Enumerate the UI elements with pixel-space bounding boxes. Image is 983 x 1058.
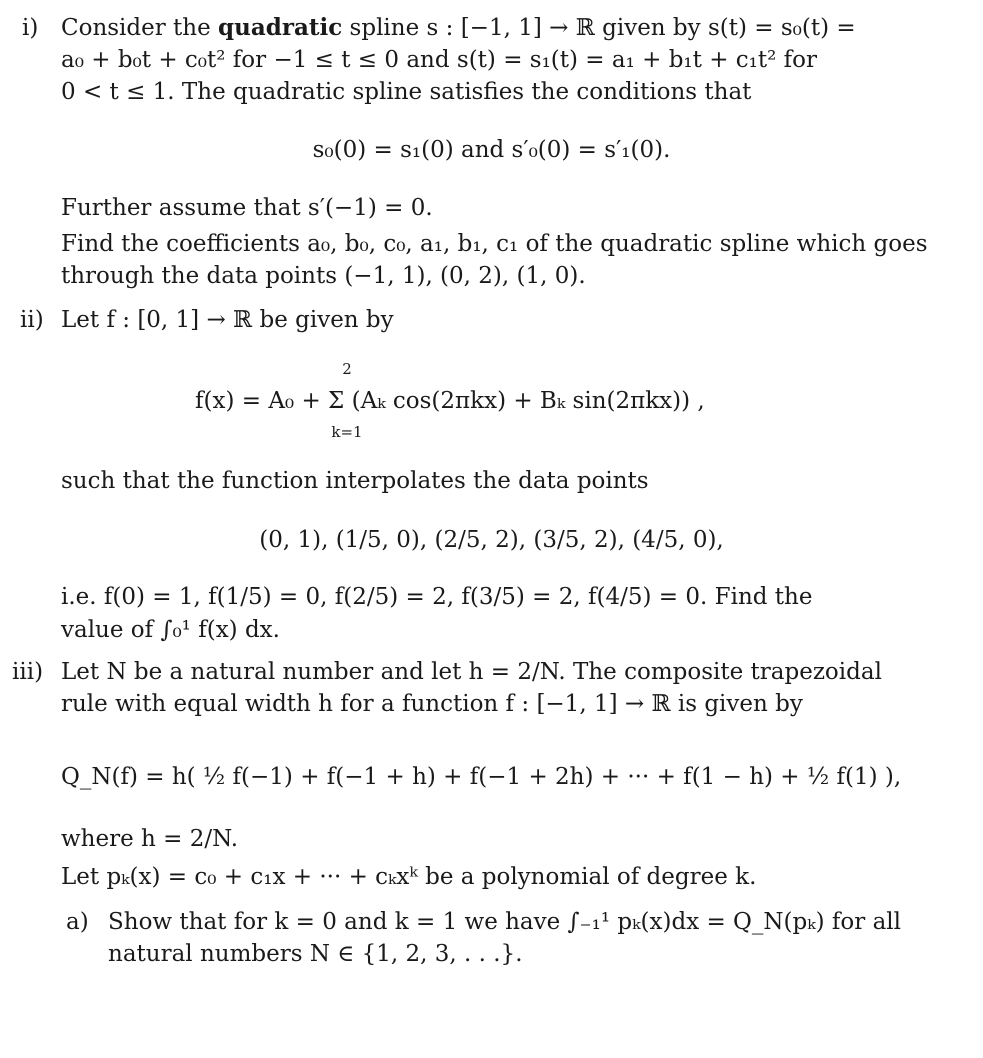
item-ii-ie-line-1: i.e. f(0) = 1, f(1/5) = 0, f(2/5) = 2, f(3/5) = 2, f(4/5) = 0. Find the: [61, 584, 813, 610]
item-iii-polynomial: Let pₖ(x) = c₀ + c₁x + ··· + cₖxᵏ be a polynomial of degree k.: [61, 864, 757, 890]
item-iii-line-1: Let N be a natural number and let h = 2/N. The composite trapezoidal: [61, 659, 882, 685]
subitem-a-line-2: natural numbers N ∈ {1, 2, 3, . . .}.: [108, 941, 523, 967]
item-label-ii: ii): [20, 307, 44, 333]
item-i-line-2: a₀ + b₀t + c₀t² for −1 ≤ t ≤ 0 and s(t) = s₁(t) = a₁ + b₁t + c₁t² for: [61, 47, 818, 73]
item-ii-such-that: such that the function interpolates the data points: [61, 468, 649, 494]
trapezoidal-formula: Q_N(f) = h( ½ f(−1) + f(−1 + h) + f(−1 + 2h) + ··· + f(1 − h) + ½ f(1) ),: [61, 764, 902, 790]
fourier-formula: f(x) = A₀ + Σ (Aₖ cos(2πkx) + Bₖ sin(2πkx)) ,: [195, 388, 705, 414]
item-iii-line-2: rule with equal width h for a function f : [−1, 1] → ℝ is given by: [61, 691, 803, 717]
item-i-line-3: 0 < t ≤ 1. The quadratic spline satisfies the conditions that: [61, 79, 752, 105]
sum-lower-limit: k=1: [331, 423, 363, 441]
item-i-conditions: s₀(0) = s₁(0) and s′₀(0) = s′₁(0).: [312, 137, 671, 163]
subitem-label-a: a): [66, 909, 89, 935]
item-i-find-line-1: Find the coefficients a₀, b₀, c₀, a₁, b₁, c₁ of the quadratic spline which goes: [61, 231, 928, 257]
item-i-assumption: Further assume that s′(−1) = 0.: [61, 195, 433, 221]
item-i-line-1-end: spline s : [−1, 1] → ℝ given by s(t) = s₀(t) =: [342, 15, 856, 41]
item-label-i: i): [22, 15, 39, 41]
item-i-find-line-2: through the data points (−1, 1), (0, 2), (1, 0).: [61, 263, 586, 289]
subitem-a-line-1: Show that for k = 0 and k = 1 we have ∫₋₁¹ pₖ(x)dx = Q_N(pₖ) for all: [108, 909, 901, 935]
item-label-iii: iii): [12, 659, 44, 685]
sum-upper-limit: 2: [342, 360, 352, 378]
item-ii-line-1: Let f : [0, 1] → ℝ be given by: [61, 307, 394, 333]
item-i-line-1-start: Consider the: [61, 15, 219, 41]
item-ii-data-points: (0, 1), (1/5, 0), (2/5, 2), (3/5, 2), (4/5, 0),: [259, 527, 724, 553]
item-i-line-1: [61, 13, 856, 43]
item-i-bold-quadratic: quadratic: [218, 14, 343, 41]
item-iii-where: where h = 2/N.: [61, 826, 239, 852]
item-ii-ie-line-2: value of ∫₀¹ f(x) dx.: [61, 617, 280, 643]
